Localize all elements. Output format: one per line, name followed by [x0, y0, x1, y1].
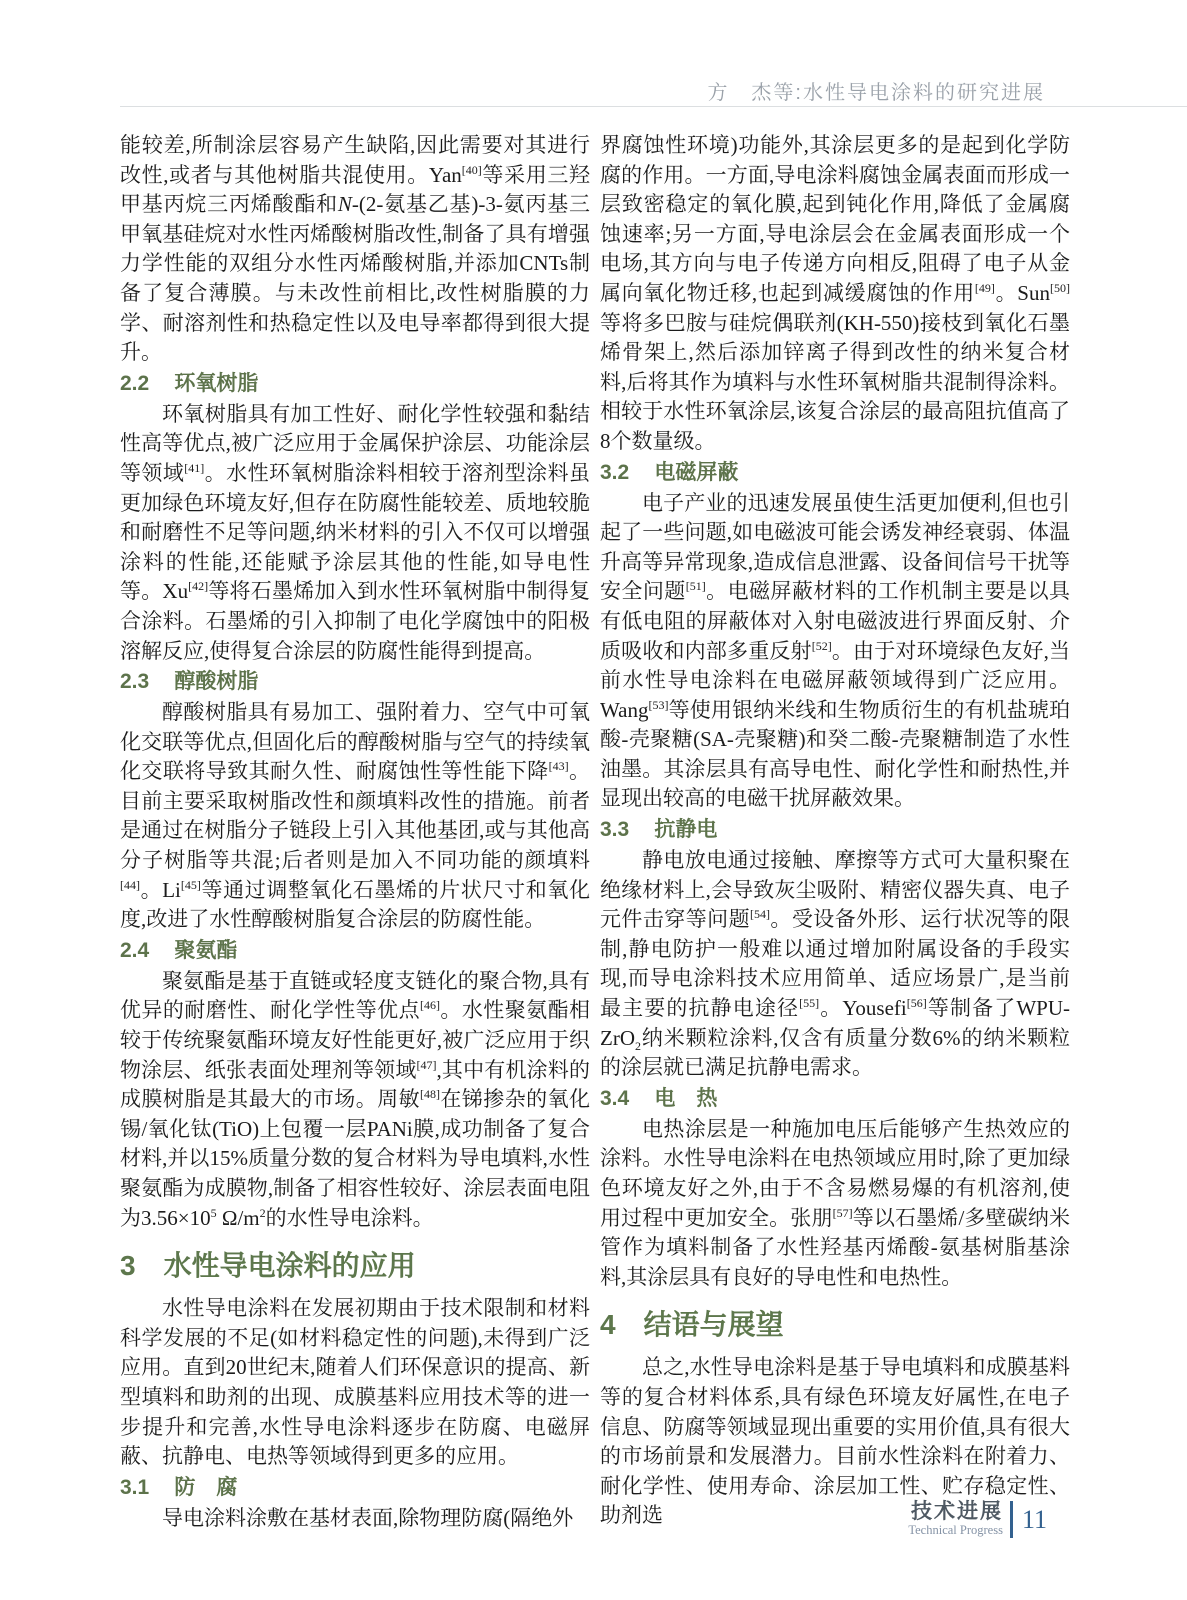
right-column: [600, 131, 1070, 1533]
heading-number: 3.3: [600, 818, 630, 842]
reference-superscript: [53]: [648, 697, 669, 712]
reference-superscript: 2: [259, 1205, 266, 1220]
heading-number: 3.1: [120, 1475, 150, 1499]
reference-superscript: [43]: [548, 759, 569, 774]
reference-superscript: 5: [210, 1205, 217, 1220]
italic-symbol: N: [337, 192, 352, 217]
header-rule: [120, 106, 1187, 107]
footer-section: [908, 1501, 1003, 1538]
heading-number: 3: [120, 1250, 136, 1282]
reference-superscript: [42]: [188, 579, 209, 594]
heading-title: 环氧树脂: [174, 371, 259, 395]
paragraph: 电子产业的迅速发展虽使生活更加便利,但也引起了一些问题,如电磁波可能会诱发神经衰弱、体温升高等异常现象,造成信息泄露、设备间信号干扰等安全问题[51]。电磁屏蔽材料的工作机制主要是以具有低电阻的屏蔽体对入射电磁波进行界面反射、介质吸收和内部多重反射[52]。由于对环境绿色友好,当前水性导电涂料在电磁屏蔽领域得到广泛应用。Wang[53]等使用银纳米线和生物质衍生的有机盐琥珀酸-壳聚糖(SA-壳聚糖)和癸二酸-壳聚糖制造了水性油墨。其涂层具有高导电性、耐化学性和耐热性,并显现出较高的电磁干扰屏蔽效果。: [600, 490, 1071, 811]
footer-divider-bar: [1010, 1501, 1013, 1538]
subsection-heading: [120, 936, 590, 966]
chemical-subscript: 2: [635, 1038, 641, 1053]
subsection-heading: [600, 458, 1070, 488]
page-body: [120, 131, 1070, 1533]
reference-superscript: [45]: [180, 877, 201, 892]
paragraph: 静电放电通过接触、摩擦等方式可大量积聚在绝缘材料上,会导致灰尘吸附、精密仪器失真、电子元件击穿等问题[54]。受设备外形、运行状况等的限制,静电防护一般难以通过增加附属设备的手段实现,而导电涂料技术应用简单、适应场景广,是当前最主要的抗静电途径[55]。Yousefi[56]等制备了WPU-ZrO$_2$纳米颗粒涂料,仅含有质量分数6%的纳米颗粒的涂层就已满足抗静电需求。: [600, 848, 1070, 1080]
reference-superscript: [41]: [184, 460, 205, 475]
reference-superscript: [51]: [685, 579, 706, 594]
heading-number: 4: [600, 1309, 616, 1341]
paragraph: 电热涂层是一种施加电压后能够产生热效应的涂料。水性导电涂料在电热领域应用时,除了更加绿色环境友好之外,由于不含易燃易爆的有机溶剂,使用过程中更加安全。张朋[57]等以石墨烯/多壁碳纳米管作为填料制备了水性羟基丙烯酸-氨基树脂基涂料,其涂层具有良好的导电性和电热性。: [600, 1116, 1070, 1289]
subsection-heading: [120, 667, 590, 697]
subsection-heading: [600, 1084, 1070, 1114]
reference-superscript: [46]: [420, 998, 440, 1013]
running-header-title: 方 杰等:水性导电涂料的研究进展: [707, 82, 1045, 104]
reference-superscript: [44]: [120, 877, 140, 892]
paragraph: 总之,水性导电涂料是基于导电填料和成膜基料等的复合材料体系,具有绿色环境友好属性,在电子信息、防腐等领域显现出重要的实用价值,具有很大的市场前景和发展潜力。目前水性涂料在附着力、耐化学性、使用寿命、涂层加工性、贮存稳定性、助剂选: [600, 1355, 1070, 1528]
heading-number: 2.3: [120, 670, 150, 694]
subsection-heading: [600, 815, 1070, 845]
subsection-heading: [120, 1473, 590, 1503]
paragraph: 聚氨酯是基于直链或轻度支链化的聚合物,具有优异的耐磨性、耐化学性等优点[46]。水性聚氨酯相较于传统聚氨酯环境友好性能更好,被广泛应用于织物涂层、纸张表面处理剂等领域[47],其中有机涂料的成膜树脂是其最大的市场。周敏[48]在锑掺杂的氧化锡/氧化钛(TiO)上包覆一层PANi膜,成功制备了复合材料,并以15%质量分数的复合材料为导电填料,水性聚氨酯为成膜物,制备了相容性较好、涂层表面电阻为$3.56\times 10^5$ $\Omega/m^2$的水性导电涂料。: [120, 968, 590, 1230]
footer-section-en: Technical Progress: [908, 1523, 1003, 1537]
paragraph: 界腐蚀性环境)功能外,其涂层更多的是起到化学防腐的作用。一方面,导电涂料腐蚀金属表面而形成一层致密稳定的氧化膜,起到钝化作用,降低了金属腐蚀速率;另一方面,导电涂层会在金属表面形成一个电场,其方向与电子传递方向相反,阻碍了电子从金属向氧化物迁移,也起到减缓腐蚀的作用[49]。Sun[50]等将多巴胺与硅烷偶联剂(KH-550)接枝到氧化石墨烯骨架上,然后添加锌离子得到改性的纳米复合材料,后将其作为填料与水性环氧树脂共混制得涂料。相较于水性环氧涂层,该复合涂层的最高阻抗值高了8个数量级。: [600, 133, 1070, 453]
heading-title: 醇酸树脂: [174, 670, 259, 694]
paragraph: 水性导电涂料在发展初期由于技术限制和材料科学发展的不足(如材料稳定性的问题),未得到广泛应用。直到20世纪末,随着人们环保意识的提高、新型填料和助剂的出现、成膜基料应用技术等的进一步提升和完善,水性导电涂料逐步在防腐、电磁屏蔽、抗静电、电热等领域得到更多的应用。: [120, 1296, 590, 1469]
reference-superscript: [50]: [1050, 280, 1070, 295]
reference-superscript: [47]: [416, 1057, 437, 1072]
reference-superscript: [56]: [906, 996, 927, 1011]
paragraph: 导电涂料涂敷在基材表面,除物理防腐(隔绝外: [162, 1505, 574, 1530]
heading-title: 结语与展望: [643, 1309, 784, 1341]
reference-superscript: [52]: [811, 638, 832, 653]
footer-section-cn: 技术进展: [910, 1500, 1003, 1523]
heading-title: 抗静电: [654, 818, 718, 842]
reference-superscript: [49]: [974, 280, 995, 295]
heading-title: 水性导电涂料的应用: [163, 1250, 416, 1282]
heading-number: 2.4: [120, 938, 150, 962]
heading-number: 3.2: [600, 460, 630, 484]
heading-number: 3.4: [600, 1086, 630, 1110]
reference-superscript: [40]: [461, 162, 482, 177]
paragraph: 环氧树脂具有加工性好、耐化学性较强和黏结性高等优点,被广泛应用于金属保护涂层、功能涂层等领域[41]。水性环氧树脂涂料相较于溶剂型涂料虽更加绿色环境友好,但存在防腐性能较差、质地较脆和耐磨性不足等问题,纳米材料的引入不仅可以增强涂料的性能,还能赋予涂层其他的性能,如导电性等。Xu[42]等将石墨烯加入到水性环氧树脂中制得复合涂料。石墨烯的引入抑制了电化学腐蚀中的阳极溶解反应,使得复合涂层的防腐性能得到提高。: [120, 401, 591, 663]
left-column: [120, 131, 590, 1533]
reference-superscript: [48]: [420, 1087, 440, 1102]
heading-title: 电 热: [654, 1086, 718, 1110]
heading-number: 2.2: [120, 371, 150, 395]
paragraph: 能较差,所制涂层容易产生缺陷,因此需要对其进行改性,或者与其他树脂共混使用。Yan[40]等采用三羟甲基丙烷三丙烯酸酯和N-(2-氨基乙基)-3-氨丙基三甲氧基硅烷对水性丙烯酸树脂改性,制备了具有增强力学性能的双组分水性丙烯酸树脂,并添加CNTs制备了复合薄膜。与未改性前相比,改性树脂膜的力学、耐溶剂性和热稳定性以及电导率都得到很大提升。: [120, 133, 590, 365]
heading-title: 电磁屏蔽: [654, 460, 739, 484]
subsection-heading: [120, 369, 590, 399]
heading-title: 聚氨酯: [174, 938, 238, 962]
reference-superscript: [55]: [799, 996, 820, 1011]
section-heading: [120, 1250, 590, 1282]
heading-title: 防 腐: [174, 1475, 238, 1499]
reference-superscript: [54]: [750, 907, 770, 922]
page-footer: [908, 1501, 1047, 1538]
section-heading: [600, 1309, 1070, 1341]
reference-superscript: [57]: [832, 1205, 853, 1220]
paragraph: 醇酸树脂具有易加工、强附着力、空气中可氧化交联等优点,但固化后的醇酸树脂与空气的持续氧化交联将导致其耐久性、耐腐蚀性等性能下降[43]。目前主要采取树脂改性和颜填料改性的措施。前者是通过在树脂分子链段上引入其他基团,或与其他高分子树脂等共混;后者则是加入不同功能的颜填料[44]。Li[45]等通过调整氧化石墨烯的片状尺寸和氧化度,改进了水性醇酸树脂复合涂层的防腐性能。: [120, 700, 591, 932]
page-number: 11: [1021, 1504, 1047, 1534]
